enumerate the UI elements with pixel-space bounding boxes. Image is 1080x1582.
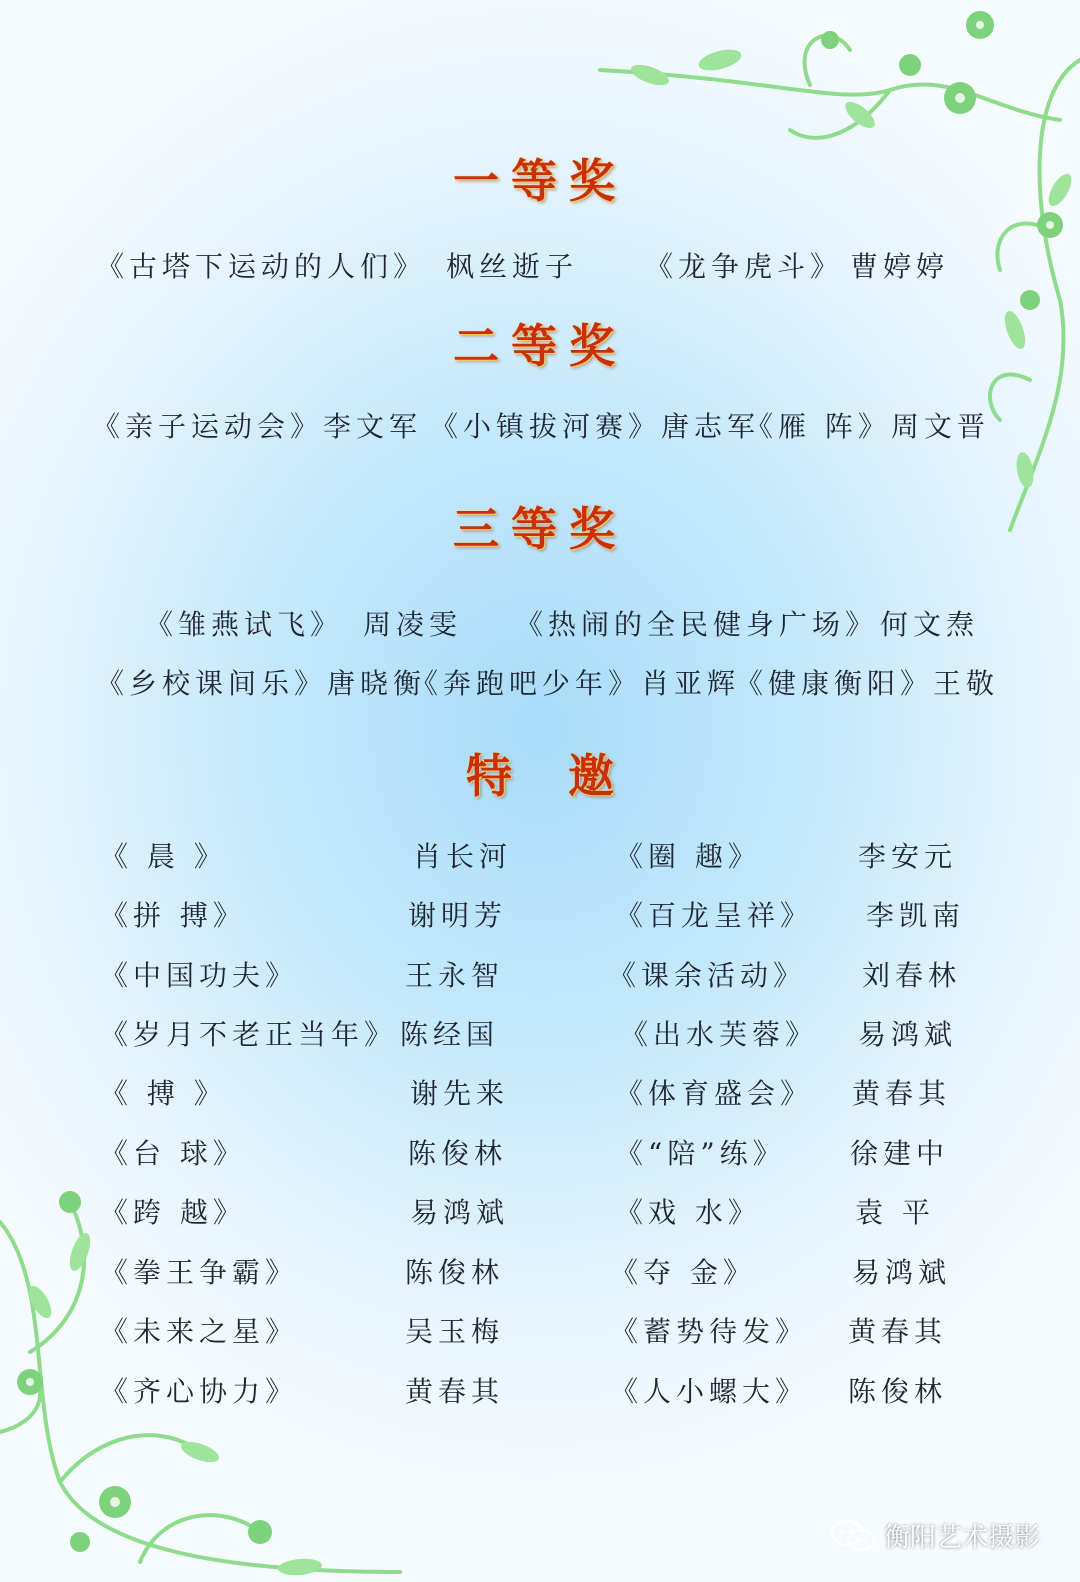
- author-name: 曹婷婷: [850, 250, 950, 283]
- special-invitation-heading: [0, 740, 1080, 806]
- work-title: 《跨 越》: [100, 1196, 246, 1229]
- wechat-icon: [830, 1519, 876, 1553]
- author-name: 谢先来: [410, 1077, 510, 1110]
- special-row: [0, 1370, 1080, 1410]
- work-entry: 《乡校课间乐》唐晓衡: [96, 667, 427, 700]
- special-row: [0, 835, 1080, 875]
- work-title: 《龙争虎斗》: [645, 250, 844, 283]
- author-name: 枫丝逝子: [446, 250, 579, 283]
- third-prize-row-2: [0, 662, 1080, 702]
- special-row: [0, 894, 1080, 934]
- work-title: 《出水芙蓉》: [620, 1018, 819, 1051]
- author-name: 易鸿斌: [858, 1018, 958, 1051]
- work-title: 《拼 搏》: [100, 899, 246, 932]
- author-name: 肖长河: [413, 840, 513, 873]
- author-name: 陈经国: [400, 1018, 500, 1051]
- author-name: 陈俊林: [405, 1256, 505, 1289]
- work-entry: 《雁 阵》周文晋: [745, 410, 990, 443]
- author-name: 易鸿斌: [852, 1256, 952, 1289]
- work-title: 《古塔下运动的人们》: [96, 250, 427, 283]
- work-title: 《“陪”练》: [615, 1137, 786, 1170]
- special-row: [0, 1251, 1080, 1291]
- special-row: [0, 1310, 1080, 1350]
- special-row: [0, 954, 1080, 994]
- third-prize-row-1: [0, 603, 1080, 643]
- author-name: 李凯南: [866, 899, 966, 932]
- author-name: 黄春其: [852, 1077, 952, 1110]
- second-prize-heading: 二等奖: [453, 319, 627, 373]
- work-entry: 《奔跑吧少年》肖亚辉: [410, 667, 741, 700]
- work-title: 《戏 水》: [615, 1196, 761, 1229]
- author-name: 陈俊林: [848, 1375, 948, 1408]
- author-name: 吴玉梅: [405, 1315, 505, 1348]
- work-title: 《 晨 》: [100, 840, 227, 873]
- third-prize-heading: 三等奖: [453, 502, 627, 556]
- author-name: 陈俊林: [408, 1137, 508, 1170]
- work-title: 《雏燕试飞》: [145, 608, 344, 641]
- watermark-text: 衡阳艺术摄影: [883, 1523, 1040, 1553]
- work-title: 《台 球》: [100, 1137, 246, 1170]
- author-name: 徐建中: [850, 1137, 950, 1170]
- work-title: 《岁月不老正当年》: [100, 1018, 398, 1051]
- work-title: 《体育盛会》: [615, 1077, 814, 1110]
- work-title: 《齐心协力》: [100, 1375, 299, 1408]
- author-name: 刘春林: [862, 959, 962, 992]
- work-title: 《人小螺大》: [610, 1375, 809, 1408]
- special-row: [0, 1072, 1080, 1112]
- special-row: [0, 1132, 1080, 1172]
- author-name: 何文焘: [880, 608, 980, 641]
- work-title: 《热闹的全民健身广场》: [515, 608, 879, 641]
- author-name: 周凌雯: [363, 608, 463, 641]
- work-title: 《圈 趣》: [615, 840, 761, 873]
- first-prize-row-1: [0, 245, 1080, 285]
- special-heading-text: 特 邀: [465, 749, 614, 803]
- work-entry: 《亲子运动会》李文军: [92, 410, 423, 443]
- work-title: 《课余活动》: [608, 959, 807, 992]
- author-name: 袁 平: [855, 1196, 935, 1229]
- work-title: 《夺 金》: [610, 1256, 756, 1289]
- work-title: 《未来之星》: [100, 1315, 299, 1348]
- author-name: 黄春其: [405, 1375, 505, 1408]
- author-name: 黄春其: [848, 1315, 948, 1348]
- account-watermark: [830, 1517, 1040, 1554]
- work-title: 《 搏 》: [100, 1077, 227, 1110]
- work-entry: 《健康衡阳》王敬: [735, 667, 1000, 700]
- author-name: 易鸿斌: [410, 1196, 510, 1229]
- work-title: 《中国功夫》: [100, 959, 299, 992]
- author-name: 谢明芳: [408, 899, 508, 932]
- second-prize-row-1: [0, 405, 1080, 445]
- work-entry: 《小镇拔河赛》唐志军: [430, 410, 761, 443]
- special-row: [0, 1191, 1080, 1231]
- work-title: 《拳王争霸》: [100, 1256, 299, 1289]
- author-name: 王永智: [405, 959, 505, 992]
- work-title: 《百龙呈祥》: [615, 899, 814, 932]
- first-prize-heading: 一等奖: [453, 154, 627, 208]
- special-row: [0, 1013, 1080, 1053]
- work-title: 《蓄势待发》: [610, 1315, 809, 1348]
- author-name: 李安元: [858, 840, 958, 873]
